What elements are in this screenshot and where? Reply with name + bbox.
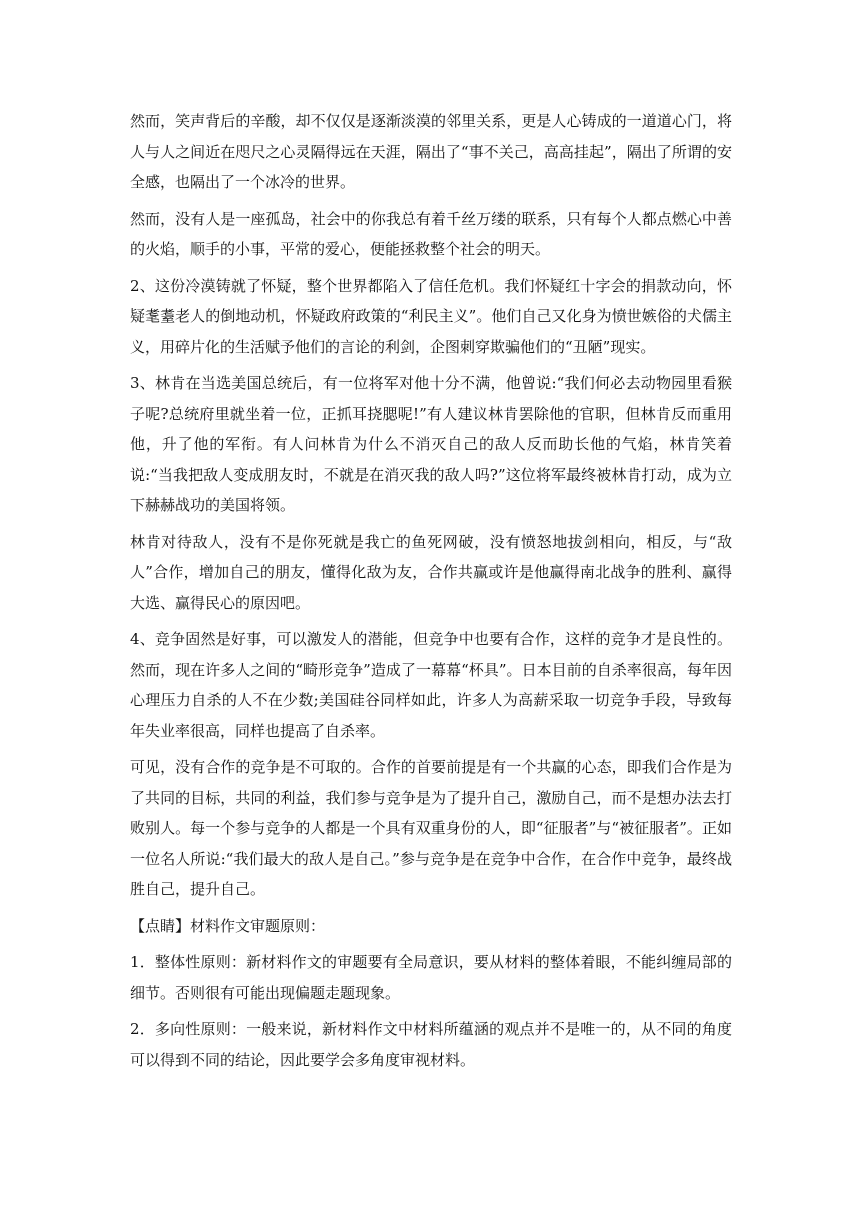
paragraph-2: 然而，没有人是一座孤岛，社会中的你我总有着千丝万缕的联系，只有每个人都点燃心中善的火焰，顺手的小事，平常的爱心，便能拯救整个社会的明天。 bbox=[130, 209, 732, 258]
paragraph-5: 林肯对待敌人，没有不是你死就是我亡的鱼死网破，没有愤怒地拔剑相向，相反，与“敌人”合作，增加自己的朋友，懂得化敌为友，合作共赢或许是他赢得南北战争的胜利、赢得大选、赢得民心的原因吧。 bbox=[130, 532, 732, 612]
paragraph-4: 3、林肯在当选美国总统后，有一位将军对他十分不满，他曾说:“我们何必去动物园里看猴子呢?总统府里就坐着一位，正抓耳挠腮呢!”有人建议林肯罢除他的官职，但林肯反而重用他，升了他的军衔。有人问林肯为什么不消灭自己的敌人反而助长他的气焰，林肯笑着说:“当我把敌人变成朋友时，不就是在消灭我的敌人吗?”这位将军最终被林肯打动，成为立下赫赫战功的美国将领。 bbox=[130, 374, 732, 514]
principle-2: 2．多向性原则：一般来说，新材料作文中材料所蕴涵的观点并不是唯一的，从不同的角度可以得到不同的结论，因此要学会多角度审视材料。 bbox=[130, 1020, 732, 1069]
principle-1: 1．整体性原则：新材料作文的审题要有全局意识，要从材料的整体着眼，不能纠缠局部的细节。否则很有可能出现偏题走题现象。 bbox=[130, 953, 732, 1002]
document-body bbox=[130, 106, 732, 1081]
section-heading: 【点睛】材料作文审题原则： bbox=[130, 916, 326, 935]
paragraph-1: 然而，笑声背后的辛酸，却不仅仅是逐渐淡漠的邻里关系，更是人心铸成的一道道心门，将人与人之间近在咫尺之心灵隔得远在天涯，隔出了“事不关己，高高挂起”，隔出了所谓的安全感，也隔出了一个冰冷的世界。 bbox=[130, 112, 732, 191]
paragraph-3: 2、这份冷漠铸就了怀疑，整个世界都陷入了信任危机。我们怀疑红十字会的捐款动向，怀疑耄耋老人的倒地动机，怀疑政府政策的“利民主义”。他们自己又化身为愤世嫉俗的犬儒主义，用碎片化的生活赋予他们的言论的利剑，企图刺穿欺骗他们的“丑陋”现实。 bbox=[130, 276, 732, 356]
paragraph-7: 可见，没有合作的竞争是不可取的。合作的首要前提是有一个共赢的心态，即我们合作是为了共同的目标，共同的利益，我们参与竞争是为了提升自己，激励自己，而不是想办法去打败别人。每一个参与竞争的人都是一个具有双重身份的人，即“征服者”与“被征服者”。正如一位名人所说:“我们最大的敌人是自己。”参与竞争是在竞争中合作，在合作中竞争，最终战胜自己，提升自己。 bbox=[130, 758, 732, 898]
paragraph-6: 4、竞争固然是好事，可以激发人的潜能，但竞争中也要有合作，这样的竞争才是良性的。然而，现在许多人之间的“畸形竞争”造成了一幕幕“杯具”。日本目前的自杀率很高，每年因心理压力自杀的人不在少数;美国硅谷同样如此，许多人为高薪采取一切竞争手段，导致每年失业率很高，同样也提高了自杀率。 bbox=[130, 630, 732, 740]
